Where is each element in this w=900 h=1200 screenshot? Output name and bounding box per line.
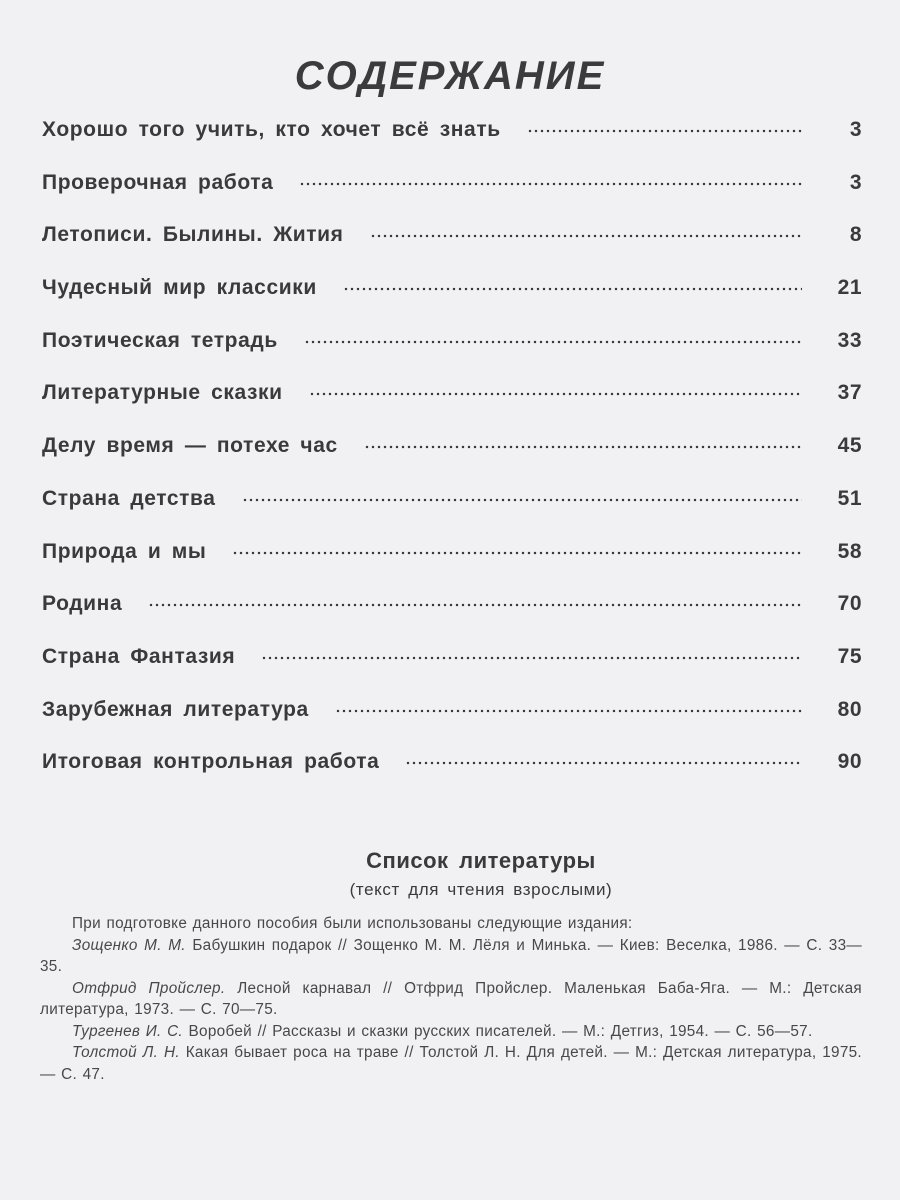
- toc-entry: [42, 434, 862, 487]
- dot-leader: [343, 287, 802, 291]
- dot-leader: [364, 445, 802, 449]
- toc-entry: [42, 381, 862, 434]
- reference-author: Отфрид Пройслер.: [72, 979, 226, 997]
- reference-text: Воробей // Рассказы и сказки русских писателей. — М.: Детгиз, 1954. — С. 56—57.: [188, 1022, 813, 1040]
- reference-text: Бабушкин подарок // Зощенко М. М. Лёля и Минька. — Киев: Веселка, 1986. — С. 33—35.: [40, 936, 862, 975]
- dot-leader: [232, 551, 802, 555]
- references-intro: При подготовке данного пособия были использованы следующие издания:: [72, 915, 633, 932]
- toc-entry: [42, 750, 862, 803]
- page-title: СОДЕРЖАНИЕ: [294, 54, 606, 98]
- toc-entry-page: 33: [837, 328, 862, 352]
- toc-entry: [42, 276, 862, 329]
- toc-entry-title: Чудесный мир классики: [42, 276, 317, 300]
- dot-leader: [242, 498, 802, 502]
- toc-entry-page: 51: [837, 486, 862, 510]
- references-list: [40, 913, 862, 1085]
- toc-entry-title: Страна Фантазия: [42, 644, 236, 668]
- toc-entry: [42, 698, 862, 751]
- dot-leader: [304, 340, 802, 344]
- toc-entry-page: 90: [837, 750, 862, 774]
- reference-item: [40, 978, 862, 1021]
- dot-leader: [299, 182, 802, 186]
- toc-entry-title: Делу время — потехе час: [42, 434, 338, 458]
- dot-leader: [309, 392, 802, 396]
- reference-author: Тургенев И. С.: [72, 1022, 183, 1040]
- toc-entry-page: 37: [837, 381, 862, 405]
- toc-entry-page: 3: [849, 118, 862, 141]
- toc-entry: [42, 171, 862, 224]
- toc-entry: [42, 645, 862, 698]
- toc-entry-title: Родина: [42, 592, 123, 616]
- dot-leader: [405, 761, 802, 765]
- reference-text: Лесной карнавал // Отфрид Пройслер. Маленькая Баба-Яга. — М.: Детская литература, 1973. — С. 70—75.: [40, 979, 862, 1018]
- table-of-contents: [42, 118, 862, 803]
- dot-leader: [527, 129, 802, 133]
- toc-entry: [42, 118, 862, 171]
- reference-item: [40, 1042, 862, 1085]
- reference-author: Толстой Л. Н.: [72, 1044, 180, 1061]
- toc-entry-title: Природа и мы: [42, 539, 207, 563]
- toc-entry-title: Поэтическая тетрадь: [42, 328, 278, 352]
- reference-item: [40, 1021, 862, 1043]
- toc-entry-title: Страна детства: [42, 486, 216, 510]
- reference-item: [40, 935, 862, 978]
- toc-entry: [42, 592, 862, 645]
- toc-entry-title: Литературные сказки: [42, 381, 283, 405]
- dot-leader: [370, 234, 802, 238]
- toc-entry-title: Хорошо того учить, кто хочет всё знать: [42, 118, 501, 141]
- reference-text: Какая бывает роса на траве // Толстой Л. Н. Для детей. — М.: Детская литература, 1975. — С. 47.: [40, 1044, 862, 1083]
- toc-entry-page: 21: [837, 276, 862, 300]
- toc-entry-title: Зарубежная литература: [42, 697, 309, 721]
- toc-entry-page: 45: [837, 434, 862, 458]
- toc-entry-page: 70: [837, 592, 862, 616]
- toc-entry: [42, 223, 862, 276]
- references-title: Список литературы: [366, 848, 596, 873]
- toc-entry-title: Итоговая контрольная работа: [42, 750, 380, 774]
- toc-entry: [42, 329, 862, 382]
- toc-entry-page: 75: [837, 644, 862, 668]
- reference-author: Зощенко М. М.: [72, 936, 186, 954]
- references-subtitle: (текст для чтения взрослыми): [349, 880, 613, 899]
- toc-entry-title: Проверочная работа: [42, 170, 274, 194]
- toc-entry-page: 3: [849, 170, 862, 194]
- toc-entry: [42, 540, 862, 593]
- dot-leader: [261, 656, 802, 660]
- dot-leader: [148, 603, 802, 607]
- toc-entry-page: 80: [837, 697, 862, 721]
- toc-entry-page: 58: [837, 539, 862, 563]
- toc-entry-page: 8: [849, 223, 862, 247]
- toc-entry: [42, 487, 862, 540]
- toc-entry-title: Летописи. Былины. Жития: [42, 223, 344, 247]
- dot-leader: [335, 709, 802, 713]
